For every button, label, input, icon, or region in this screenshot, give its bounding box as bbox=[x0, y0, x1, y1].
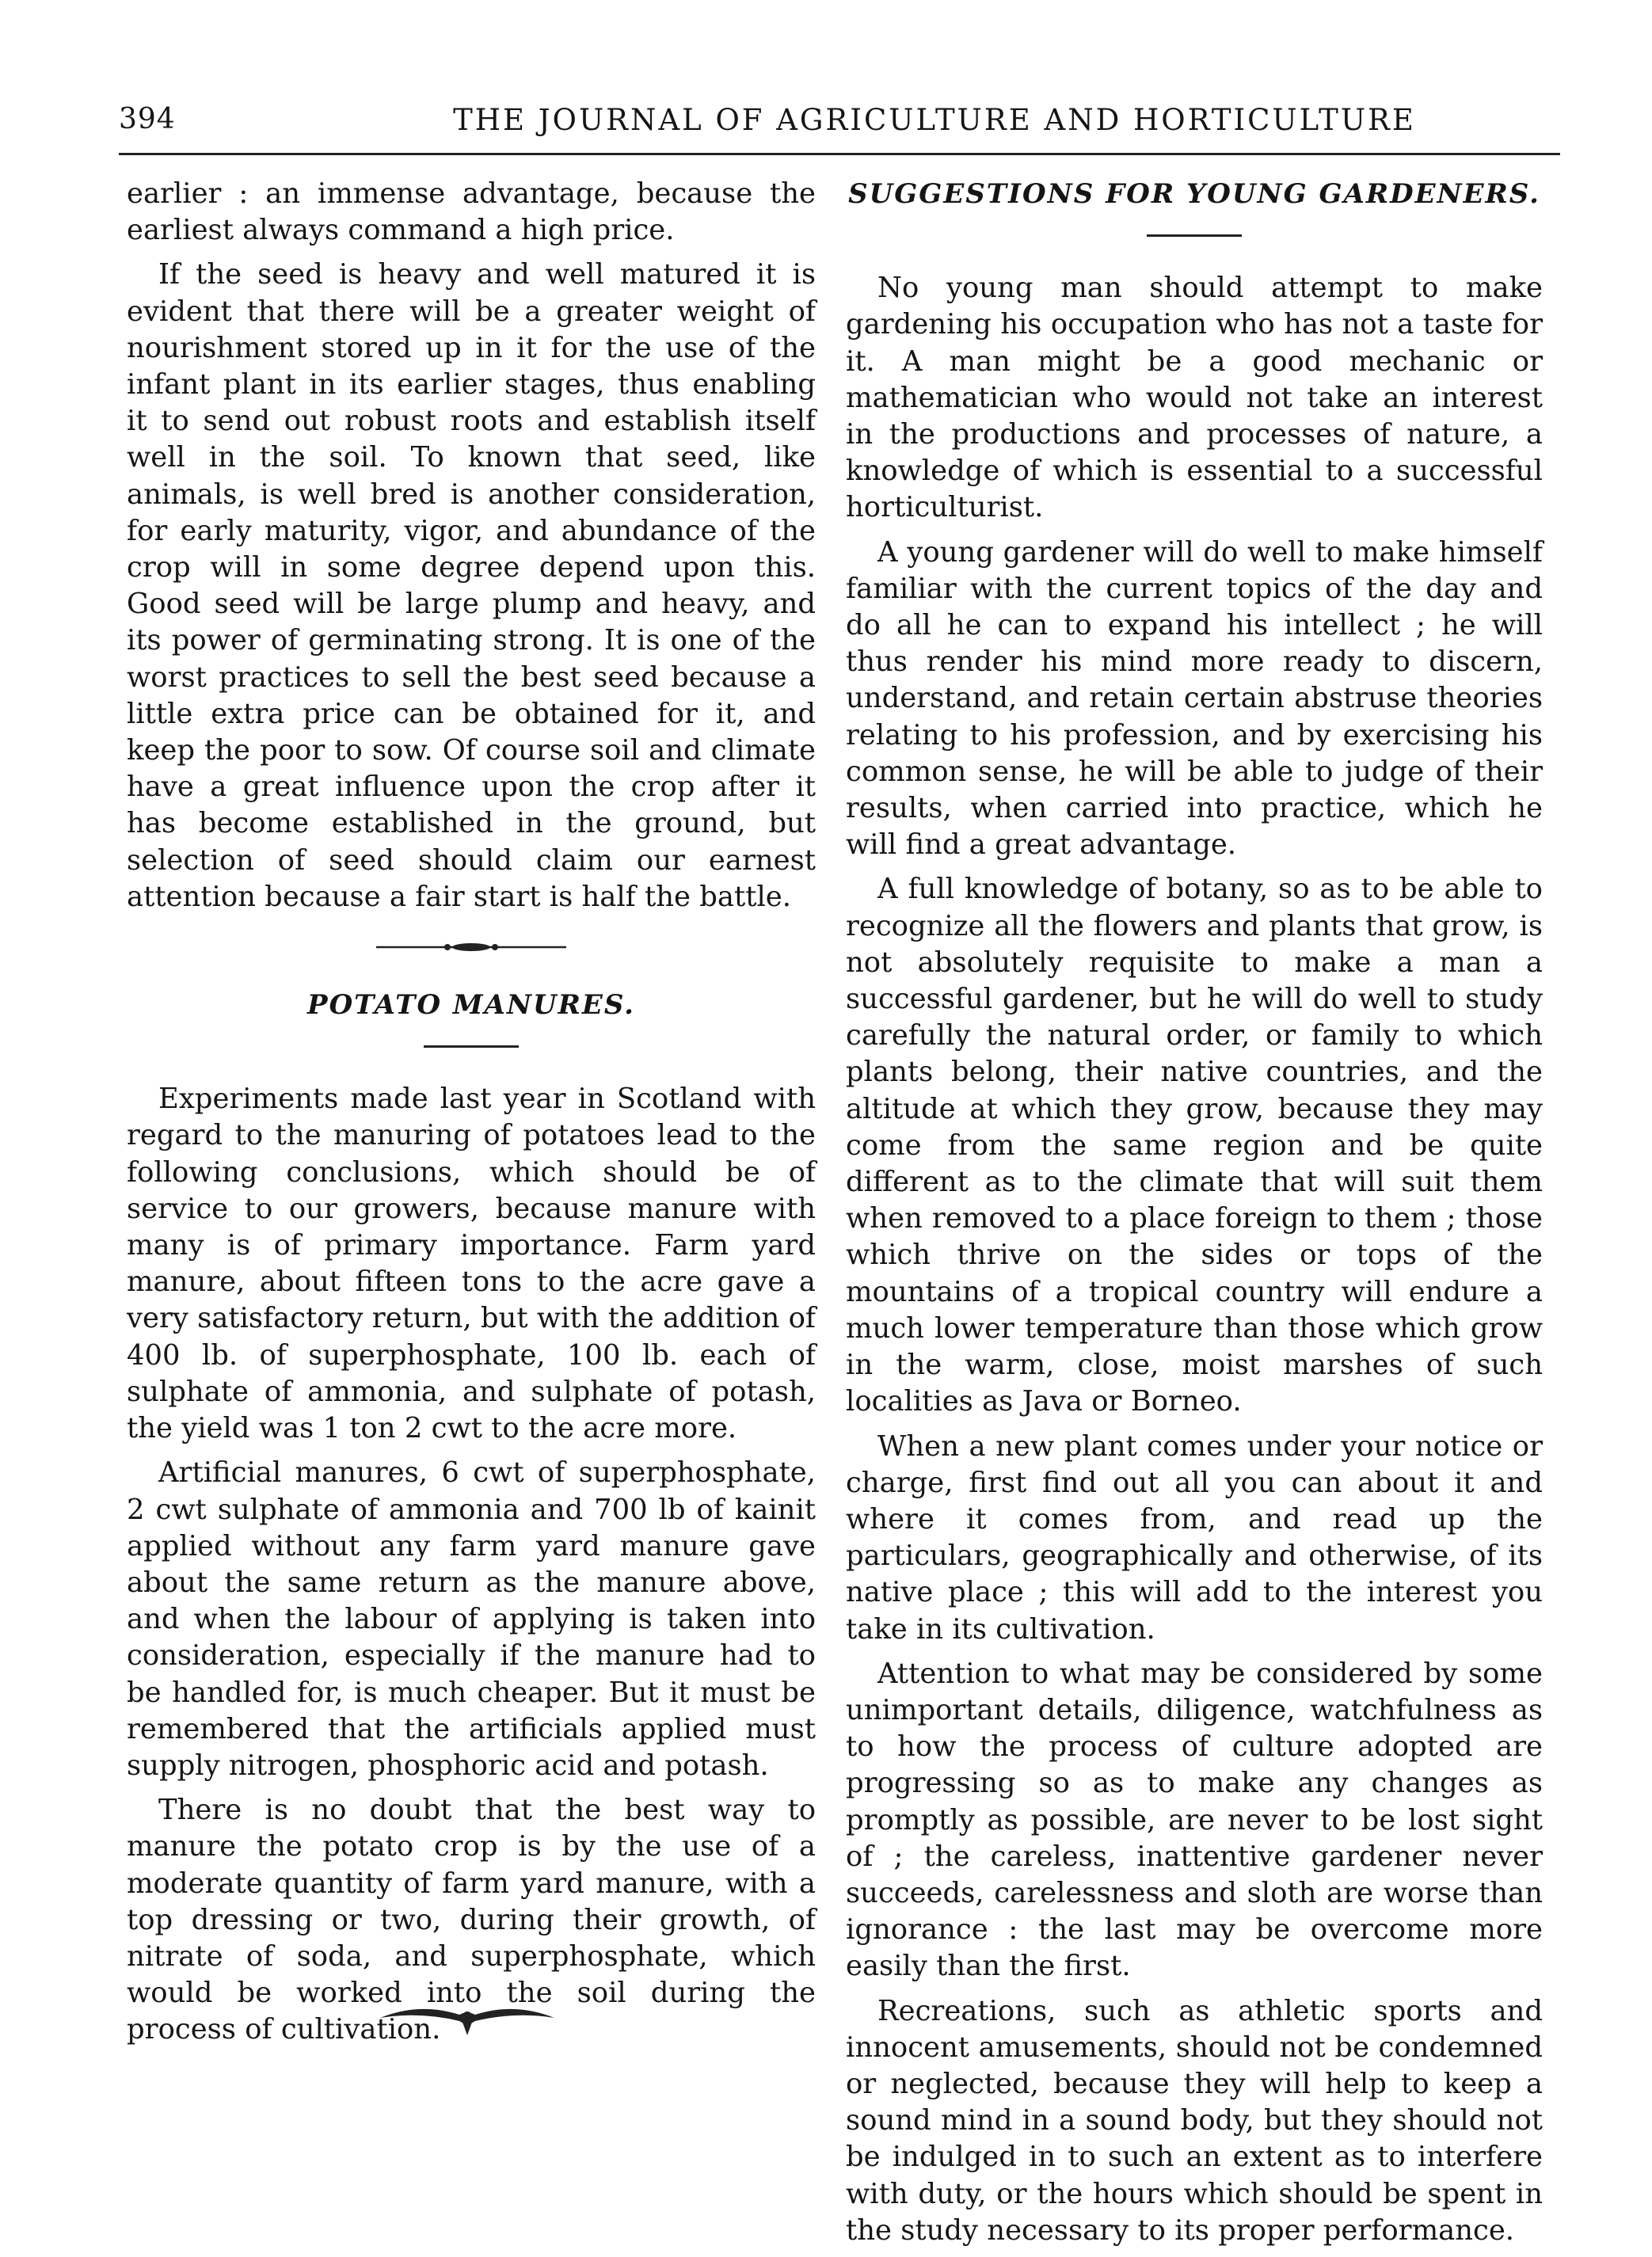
running-title: THE JOURNAL OF AGRICULTURE AND HORTICULTURE bbox=[453, 103, 1416, 137]
body-paragraph: A full knowledge of botany, so as to be able to recognize all the flowers and plants that grow, is not absolutely requisite to make a man a successful gardener, but he will do well to study carefully the natural order, or family to which plants belong, their native countries, and the altitude at which they grow, because they may come from the same region and be quite different as to the climate that will suit them when removed to a place foreign to them ; those which thrive on the sides or tops of the mountains of a tropical country will endure a much lower temperature than those which grow in the warm, close, moist marshes of such localities as Java or Borneo. bbox=[846, 873, 1543, 1418]
body-paragraph: No young man should attempt to make gardening his occupation who has not a taste for it. A man might be a good mechanic or mathematician who would not take an interest in the productions and processes of nature, a knowledge of which is essential to a successful horticulturist. bbox=[846, 272, 1543, 524]
header-rule bbox=[119, 153, 1560, 155]
body-paragraph: There is no doubt that the best way to manure the potato crop is by the use of a moderate quantity of farm yard manure, with a top dressing or two, during their growth, of nitrate of soda, and superphosphate, which would be worked into the soil during the process of cultivation. bbox=[127, 1794, 816, 2046]
body-paragraph: Attention to what may be considered by some unimportant details, diligence, watchfulness as to how the process of culture adopted are progressing so as to make any changes as promptly as possible, are never to be lost sight of ; the careless, inattentive gardener never succeeds, carelessness and sloth are worse than ignorance : the last may be overcome more easily than the first. bbox=[846, 1657, 1543, 1983]
section-divider-ornament bbox=[376, 939, 566, 955]
heading-rule bbox=[1147, 234, 1242, 237]
page-header bbox=[119, 95, 1560, 150]
continued-paragraph: earlier : an immense advantage, because the earliest always command a high price. bbox=[127, 177, 816, 247]
body-paragraph: A young gardener will do well to make himself familiar with the current topics of the day and do all he can to expand his intellect ; he will thus render his mind more ready to discern, understand, and retain certain abstruse theories relating to his profession, and by exercising his common sense, he will be able to judge of their results, when carried into practice, which he will find a great advantage. bbox=[846, 535, 1543, 862]
body-paragraph: If the seed is heavy and well matured it is evident that there will be a greater weight of nourishment stored up in it for the use of the infant plant in its earlier stages, thus enabling it to send out robust roots and establish itself well in the soil. To known that seed, like animals, is well bred is another consideration, for early maturity, vigor, and abundance of the crop will in some degree depend upon this. Good seed will be large plump and heavy, and its power of germinating strong. It is one of the worst practices to sell the best seed because a little extra price can be obtained for it, and keep the poor to sow. Of course soil and climate have a great influence upon the crop after it has become established in the ground, but selection of seed should claim our earnest attention because a fair start is half the battle. bbox=[127, 258, 816, 913]
page-number: 394 bbox=[119, 103, 176, 135]
body-paragraph: Artificial manures, 6 cwt of superphosphate, 2 cwt sulphate of ammonia and 700 lb of kainit applied without any farm yard manure gave about the same return as the manure above, and when the labour of applying is taken into consideration, especially if the manure had to be handled for, is much cheaper. But it must be remembered that the artificials applied must supply nitrogen, phosphoric acid and potash. bbox=[127, 1456, 816, 1782]
suggestions-heading: SUGGESTIONS FOR YOUNG GARDENERS. bbox=[848, 178, 1540, 210]
right-column bbox=[846, 176, 1543, 2257]
body-paragraph: Recreations, such as athletic sports and innocent amusements, should not be condemned or neglected, because they will help to keep a sound mind in a sound body, but they should not be indulged in to such an extent as to interfere with duty, or the hours which should be spent in the study necessary to its proper performance. bbox=[846, 1994, 1543, 2247]
left-column bbox=[127, 176, 816, 2057]
tailpiece-ornament bbox=[372, 1994, 562, 2042]
potato-manures-heading: POTATO MANURES. bbox=[307, 989, 635, 1022]
body-paragraph: When a new plant comes under your notice or charge, first find out all you can about it and where it comes from, and read up the particulars, geographically and otherwise, of its native place ; this will add to the interest you take in its cultivation. bbox=[846, 1429, 1543, 1646]
body-paragraph: Experiments made last year in Scotland with regard to the manuring of potatoes lead to the following conclusions, which should be of service to our growers, because manure with many is of primary importance. Farm yard manure, about fifteen tons to the acre gave a very satisfactory return, but with the addition of 400 lb. of superphosphate, 100 lb. each of sulphate of ammonia, and sulphate of potash, the yield was 1 ton 2 cwt to the acre more. bbox=[127, 1083, 816, 1445]
heading-rule bbox=[424, 1045, 519, 1048]
